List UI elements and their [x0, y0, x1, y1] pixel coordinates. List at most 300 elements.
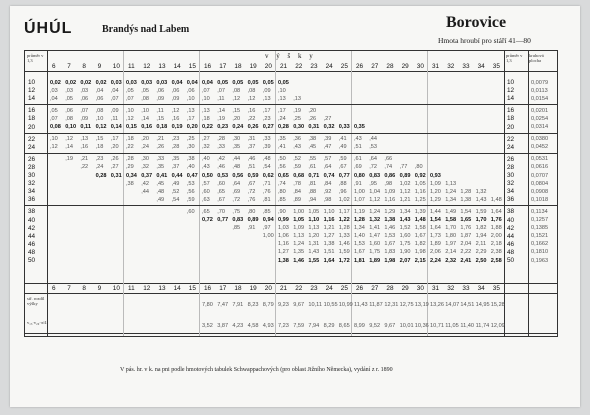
height-footer-cell: 32 [447, 285, 455, 292]
volume-cell: 1,55 [308, 257, 320, 264]
height-footer-cell: 31 [432, 285, 440, 292]
volume-cell: 0,04 [171, 79, 183, 86]
factor-cell: 8,99 [354, 323, 365, 329]
factor-cell: 8,29 [323, 323, 335, 329]
volume-cell: 1,24 [445, 188, 457, 195]
volume-cell: 1,28 [354, 217, 365, 223]
volume-cell: ,13 [278, 95, 286, 102]
volume-cell: ,31 [247, 136, 256, 143]
volume-cell: 1,53 [384, 233, 396, 240]
heights-header: v ý š k y [265, 52, 316, 60]
height-diff-cell: 10,99 [338, 302, 353, 308]
diameter-cell-right: 28 [507, 163, 515, 171]
diameter-cell-right: 30 [507, 172, 515, 179]
volume-cell: 0,05 [262, 79, 274, 86]
volume-cell: ,33 [156, 156, 165, 163]
height-header-cell: 32 [447, 63, 455, 70]
volume-cell: 0,71 [308, 172, 320, 179]
volume-cell: ,17 [110, 136, 119, 143]
height-diff-cell: 8,23 [247, 302, 259, 308]
diameter-cell: 48 [28, 248, 36, 256]
volume-cell: 2,29 [475, 249, 487, 256]
volume-cell: 1,65 [460, 217, 472, 223]
volume-cell: 1,21 [399, 196, 411, 203]
diameter-cell: 28 [28, 163, 36, 171]
volume-cell: 1,75 [369, 249, 381, 256]
diameter-cell: 32 [28, 180, 36, 188]
volume-cell: ,24 [278, 115, 286, 122]
volume-cell: ,11 [217, 95, 225, 102]
height-footer-cell: 8 [82, 285, 86, 292]
volume-cell: 0,89 [247, 217, 259, 223]
volume-cell: ,35 [232, 144, 241, 151]
diameter-cell: 20 [28, 123, 36, 131]
volume-cell: 1,47 [369, 233, 381, 240]
volume-cell: ,37 [171, 164, 180, 171]
height-header-cell: 19 [249, 63, 257, 70]
volume-cell: 1,89 [430, 241, 441, 248]
volume-cell: ,17 [262, 107, 271, 114]
volume-cell: 1,16 [384, 196, 396, 203]
volume-cell: 0,12 [95, 124, 107, 130]
volume-cell: 2,15 [414, 257, 426, 264]
volume-cell: ,50 [278, 156, 286, 163]
factor-cell: 10,36 [414, 323, 429, 329]
volume-cell: ,40 [202, 156, 210, 163]
volume-cell: ,18 [202, 115, 210, 122]
volume-cell: ,65 [202, 208, 210, 215]
volume-cell: ,95 [369, 180, 377, 187]
volume-cell: 1,54 [430, 217, 441, 223]
volume-cell: ,55 [308, 156, 317, 163]
volume-cell: 1,27 [323, 233, 335, 240]
diameter-cell: 42 [28, 224, 36, 232]
height-diff-cell: 12,31 [384, 302, 399, 308]
volume-cell: 0,92 [414, 172, 426, 179]
volume-cell: ,61 [308, 164, 317, 171]
volume-cell: ,63 [202, 196, 210, 203]
diameter-cell-right: 18 [507, 115, 515, 123]
volume-cell: ,16 [247, 107, 256, 114]
volume-cell: 2,07 [399, 257, 411, 264]
volume-cell: ,05 [50, 107, 58, 114]
volume-cell: ,69 [354, 164, 362, 171]
volume-cell: ,76 [247, 196, 256, 203]
diameter-cell-right: 32 [507, 180, 515, 188]
height-header-cell: 24 [325, 63, 333, 70]
height-footer-cell: 28 [386, 285, 394, 292]
volume-cell: 1,13 [445, 180, 457, 187]
volume-cell: ,44 [232, 156, 241, 163]
volume-cell: 1,06 [278, 233, 289, 240]
volume-cell: 1,54 [460, 208, 472, 215]
height-header-cell: 17 [219, 63, 227, 70]
height-header-cell: 30 [416, 63, 424, 70]
table-rule [25, 133, 557, 134]
volume-cell: ,57 [323, 156, 332, 163]
volume-cell: 0,94 [262, 217, 274, 223]
height-diff-cell: 15,28 [490, 302, 505, 308]
volume-cell: 1,67 [354, 249, 365, 256]
height-footer-cell: 15 [188, 285, 196, 292]
volume-cell: ,30 [186, 144, 195, 151]
height-footer-cell: 24 [325, 285, 333, 292]
volume-cell: 0,72 [202, 217, 213, 223]
document-sheet [10, 6, 580, 407]
volume-cell: 1,07 [354, 196, 365, 203]
basal-area-cell: 0,0113 [531, 87, 548, 94]
volume-cell: 1,41 [369, 225, 381, 232]
footer-note: V pás. hr. v k. na pni podle hmotových tabulek Schwappachových (pro oblast Jižního Německa), vydání z r. 1890 [120, 367, 393, 373]
volume-cell: 1,64 [490, 208, 502, 215]
volume-cell: 0,68 [293, 172, 305, 179]
volume-cell: 0,59 [247, 172, 259, 179]
volume-cell: ,08 [141, 95, 149, 102]
basal-area-cell: 0,1810 [531, 249, 549, 256]
volume-cell: 1,17 [338, 208, 350, 215]
volume-cell: 1,51 [323, 249, 335, 256]
volume-cell: ,26 [110, 156, 119, 163]
volume-cell: ,60 [217, 180, 225, 187]
volume-cell: 2,18 [490, 241, 502, 248]
volume-cell: ,41 [338, 136, 347, 143]
volume-cell: 1,05 [293, 217, 305, 223]
volume-cell: 1,38 [460, 196, 472, 203]
volume-cell: 1,12 [369, 196, 381, 203]
diameter-cell-right: 40 [507, 216, 515, 224]
diameter-cell: 22 [28, 135, 36, 143]
volume-cell: 1,29 [430, 196, 441, 203]
volume-cell: 0,24 [232, 124, 244, 130]
volume-cell: 0,35 [354, 124, 365, 130]
volume-cell: 2,06 [430, 249, 441, 256]
institution-title: ÚHÚL [24, 20, 73, 37]
height-diff-cell: 7,91 [232, 302, 244, 308]
basal-area-cell: 0,1134 [531, 208, 548, 215]
height-diff-cell: 12,75 [399, 302, 414, 308]
volume-cell: ,54 [171, 196, 180, 203]
volume-cell: 0,03 [110, 79, 122, 86]
height-diff-cell: 10,11 [308, 302, 322, 308]
volume-cell: 2,22 [460, 249, 472, 256]
volume-cell: 1,52 [399, 225, 411, 232]
volume-cell: ,64 [323, 164, 332, 171]
volume-cell: ,06 [80, 95, 89, 102]
volume-cell: ,28 [171, 144, 180, 151]
volume-cell: ,48 [156, 188, 165, 195]
volume-cell: 0,30 [293, 124, 305, 130]
volume-cell: 1,75 [399, 241, 411, 248]
volume-cell: ,85 [278, 196, 286, 203]
volume-cell: 2,04 [460, 241, 472, 248]
volume-cell: ,27 [323, 115, 332, 122]
volume-cell: 1,13 [293, 233, 305, 240]
volume-cell: 1,29 [384, 208, 396, 215]
factor-cell: 7,59 [293, 323, 305, 329]
diameter-cell-right: 12 [507, 87, 515, 95]
volume-cell: ,12 [126, 115, 134, 122]
height-footer-cell: 16 [204, 285, 212, 292]
volume-cell: ,26 [156, 144, 165, 151]
volume-cell: ,30 [141, 156, 149, 163]
volume-cell: 1,53 [354, 241, 365, 248]
volume-cell: ,38 [126, 180, 134, 187]
height-diff-cell: 14,95 [475, 302, 490, 308]
volume-cell: ,07 [202, 87, 210, 94]
volume-cell: 0,26 [247, 124, 259, 130]
height-diff-cell: 8,79 [262, 302, 274, 308]
volume-cell: ,54 [262, 164, 271, 171]
volume-cell: 1,05 [414, 180, 426, 187]
volume-cell: 0,20 [186, 124, 198, 130]
volume-cell: 0,99 [278, 217, 289, 223]
volume-cell: ,24 [95, 164, 104, 171]
volume-cell: 1,60 [369, 241, 381, 248]
volume-cell: ,33 [217, 144, 225, 151]
volume-table [24, 50, 558, 337]
volume-cell: ,04 [95, 87, 104, 94]
volume-cell: ,80 [278, 188, 286, 195]
volume-cell: 1,44 [430, 208, 441, 215]
volume-cell: ,81 [308, 180, 317, 187]
volume-cell: ,44 [141, 188, 149, 195]
diameter-cell-right: 26 [507, 155, 515, 163]
height-header-cell: 16 [204, 63, 212, 70]
volume-cell: ,41 [278, 144, 286, 151]
basal-area-cell: 0,0707 [531, 172, 549, 179]
height-header-cell: 12 [143, 63, 151, 70]
volume-cell: ,07 [126, 95, 134, 102]
volume-cell: ,10 [95, 115, 104, 122]
volume-cell: ,13 [80, 136, 89, 143]
volume-cell: 1,00 [293, 208, 305, 215]
volume-cell: 1,31 [308, 241, 320, 248]
factor-cell: 4,58 [247, 323, 259, 329]
volume-cell: ,70 [217, 208, 225, 215]
volume-cell: 1,12 [399, 188, 411, 195]
volume-cell: 0,15 [126, 124, 137, 130]
volume-cell: ,43 [202, 164, 210, 171]
height-diff-cell: 13,19 [414, 302, 429, 308]
height-footer-cell: 6 [52, 285, 56, 292]
volume-cell: 0,31 [308, 124, 320, 130]
volume-cell: 1,38 [384, 217, 396, 223]
volume-cell: 1,73 [430, 233, 441, 240]
volume-cell: ,91 [247, 225, 256, 232]
height-footer-cell: 17 [219, 285, 227, 292]
table-column-rule [427, 51, 428, 336]
volume-cell: 1,32 [369, 217, 381, 223]
basal-area-cell: 0,1018 [531, 196, 549, 203]
height-footer-cell: 7 [67, 285, 71, 292]
basal-area-cell: 0,1257 [531, 217, 549, 223]
height-footer-cell: 21 [280, 285, 288, 292]
volume-cell: ,97 [262, 225, 271, 232]
volume-cell: 1,97 [445, 241, 457, 248]
factor-label: v₁₃·v₂₀·π/4 [27, 320, 47, 325]
height-diff-cell: 7,80 [202, 302, 213, 308]
volume-cell: ,67 [338, 164, 347, 171]
volume-cell: ,85 [262, 208, 271, 215]
diameter-cell-right: 34 [507, 188, 515, 196]
height-footer-cell: 23 [310, 285, 318, 292]
height-diff-cell: 11,43 [354, 302, 368, 308]
volume-cell: ,10 [202, 95, 210, 102]
volume-cell: 0,05 [247, 79, 259, 86]
diameter-cell: 36 [28, 196, 36, 204]
volume-cell: 0,27 [262, 124, 274, 130]
diameter-cell-right: 36 [507, 196, 515, 204]
volume-cell: 0,31 [110, 172, 122, 179]
basal-area-cell: 0,0314 [531, 124, 549, 130]
volume-cell: ,13 [262, 95, 271, 102]
volume-cell: ,39 [323, 136, 332, 143]
height-header-cell: 20 [264, 63, 272, 70]
volume-cell: ,17 [278, 107, 286, 114]
volume-cell: ,16 [80, 144, 89, 151]
factor-cell: 3,52 [202, 323, 213, 329]
volume-cell: 1,80 [445, 233, 457, 240]
volume-cell: 0,83 [232, 217, 244, 223]
factor-cell: 3,87 [217, 323, 229, 329]
volume-cell: 1,27 [278, 249, 289, 256]
height-header-cell: 22 [295, 63, 303, 70]
basal-area-cell: 0,0531 [531, 156, 549, 163]
diameter-cell-right: 14 [507, 95, 515, 103]
basal-area-cell: 0,1662 [531, 241, 549, 248]
volume-cell: ,78 [293, 180, 301, 187]
height-header-cell: 29 [401, 63, 409, 70]
factor-cell: 11,74 [475, 323, 490, 329]
volume-cell: 1,58 [445, 217, 457, 223]
volume-cell: 1,76 [490, 217, 502, 223]
volume-cell: ,88 [308, 188, 317, 195]
volume-cell: ,94 [308, 196, 317, 203]
diameter-cell: 12 [28, 87, 36, 95]
volume-cell: 0,74 [323, 172, 335, 179]
volume-cell: ,25 [293, 115, 301, 122]
location-label: Brandýs nad Labem [102, 24, 190, 35]
volume-cell: 1,35 [293, 249, 305, 256]
volume-cell: 1,22 [338, 217, 350, 223]
volume-cell: ,30 [232, 136, 241, 143]
volume-cell: ,52 [293, 156, 301, 163]
volume-cell: ,48 [232, 164, 241, 171]
volume-cell: ,15 [95, 136, 104, 143]
volume-cell: ,07 [50, 115, 58, 122]
volume-cell: ,16 [171, 115, 180, 122]
table-subtitle: Hmota hroubí pro stáří 41—80 [438, 36, 531, 45]
diameter-cell: 40 [28, 216, 36, 224]
volume-cell: ,03 [80, 87, 89, 94]
volume-cell: 0,89 [399, 172, 411, 179]
volume-cell: 1,09 [293, 225, 305, 232]
volume-cell: 0,02 [80, 79, 92, 86]
height-header-cell: 28 [386, 63, 394, 70]
volume-cell: 1,03 [278, 225, 289, 232]
height-diff-cell: 9,67 [293, 302, 305, 308]
height-footer-cell: 30 [416, 285, 424, 292]
volume-cell: 1,10 [323, 208, 335, 215]
volume-cell: 1,98 [414, 249, 426, 256]
table-rule [25, 293, 557, 294]
volume-cell: 2,41 [460, 257, 472, 264]
volume-cell: ,21 [80, 156, 89, 163]
volume-cell: 0,19 [171, 124, 183, 130]
volume-cell: ,20 [232, 115, 241, 122]
height-footer-cell: 29 [401, 285, 409, 292]
volume-cell: 1,46 [384, 225, 396, 232]
volume-cell: ,64 [232, 180, 241, 187]
volume-cell: ,06 [186, 87, 195, 94]
height-diff-cell: 7,47 [217, 302, 229, 308]
volume-cell: ,22 [126, 144, 134, 151]
volume-cell: ,06 [65, 107, 73, 114]
volume-cell: ,56 [278, 164, 286, 171]
height-footer-cell: 22 [295, 285, 303, 292]
volume-cell: 2,38 [490, 249, 502, 256]
volume-cell: ,60 [202, 188, 210, 195]
volume-cell: 1,87 [460, 233, 472, 240]
volume-cell: ,60 [186, 208, 195, 215]
height-footer-cell: 14 [173, 285, 181, 292]
volume-cell: ,23 [171, 136, 180, 143]
height-footer-cell: 26 [356, 285, 364, 292]
volume-cell: ,72 [232, 196, 241, 203]
volume-cell: 2,58 [490, 257, 502, 264]
diameter-header-right: průměr v 1,3 [506, 53, 523, 63]
height-header-cell: 15 [188, 63, 196, 70]
volume-cell: 1,24 [369, 208, 381, 215]
volume-cell: 0,05 [217, 79, 229, 86]
height-footer-cell: 12 [143, 285, 151, 292]
volume-cell: ,84 [323, 180, 332, 187]
height-footer-cell: 25 [340, 285, 348, 292]
volume-cell: ,39 [262, 144, 271, 151]
height-header-cell: 8 [82, 63, 86, 70]
volume-cell: 1,28 [460, 188, 472, 195]
volume-cell: 1,59 [338, 249, 350, 256]
volume-cell: 0,34 [126, 172, 137, 179]
volume-cell: ,49 [338, 144, 347, 151]
table-column-rule [351, 51, 352, 336]
factor-cell: 10,71 [430, 323, 444, 329]
volume-cell: 1,16 [278, 241, 289, 248]
volume-cell: ,04 [50, 95, 58, 102]
volume-cell: 1,88 [490, 225, 502, 232]
volume-cell: 1,98 [384, 257, 396, 264]
table-column-rule [528, 51, 529, 336]
height-header-cell: 18 [234, 63, 242, 70]
volume-cell: 0,53 [217, 172, 229, 179]
volume-cell: ,09 [110, 107, 119, 114]
volume-cell: ,74 [278, 180, 286, 187]
volume-cell: 1,00 [354, 188, 365, 195]
volume-cell: ,64 [369, 156, 377, 163]
volume-cell: 1,33 [338, 233, 350, 240]
volume-cell: ,23 [95, 156, 104, 163]
volume-cell: ,06 [156, 87, 165, 94]
volume-cell: ,09 [171, 95, 180, 102]
factor-cell: 7,23 [278, 323, 289, 329]
height-header-cell: 33 [462, 63, 470, 70]
volume-cell: ,27 [202, 136, 210, 143]
volume-cell: 0,05 [232, 79, 244, 86]
volume-cell: 0,02 [65, 79, 77, 86]
volume-cell: 1,40 [354, 233, 365, 240]
volume-cell: ,27 [110, 164, 119, 171]
volume-cell: 0,50 [202, 172, 213, 179]
